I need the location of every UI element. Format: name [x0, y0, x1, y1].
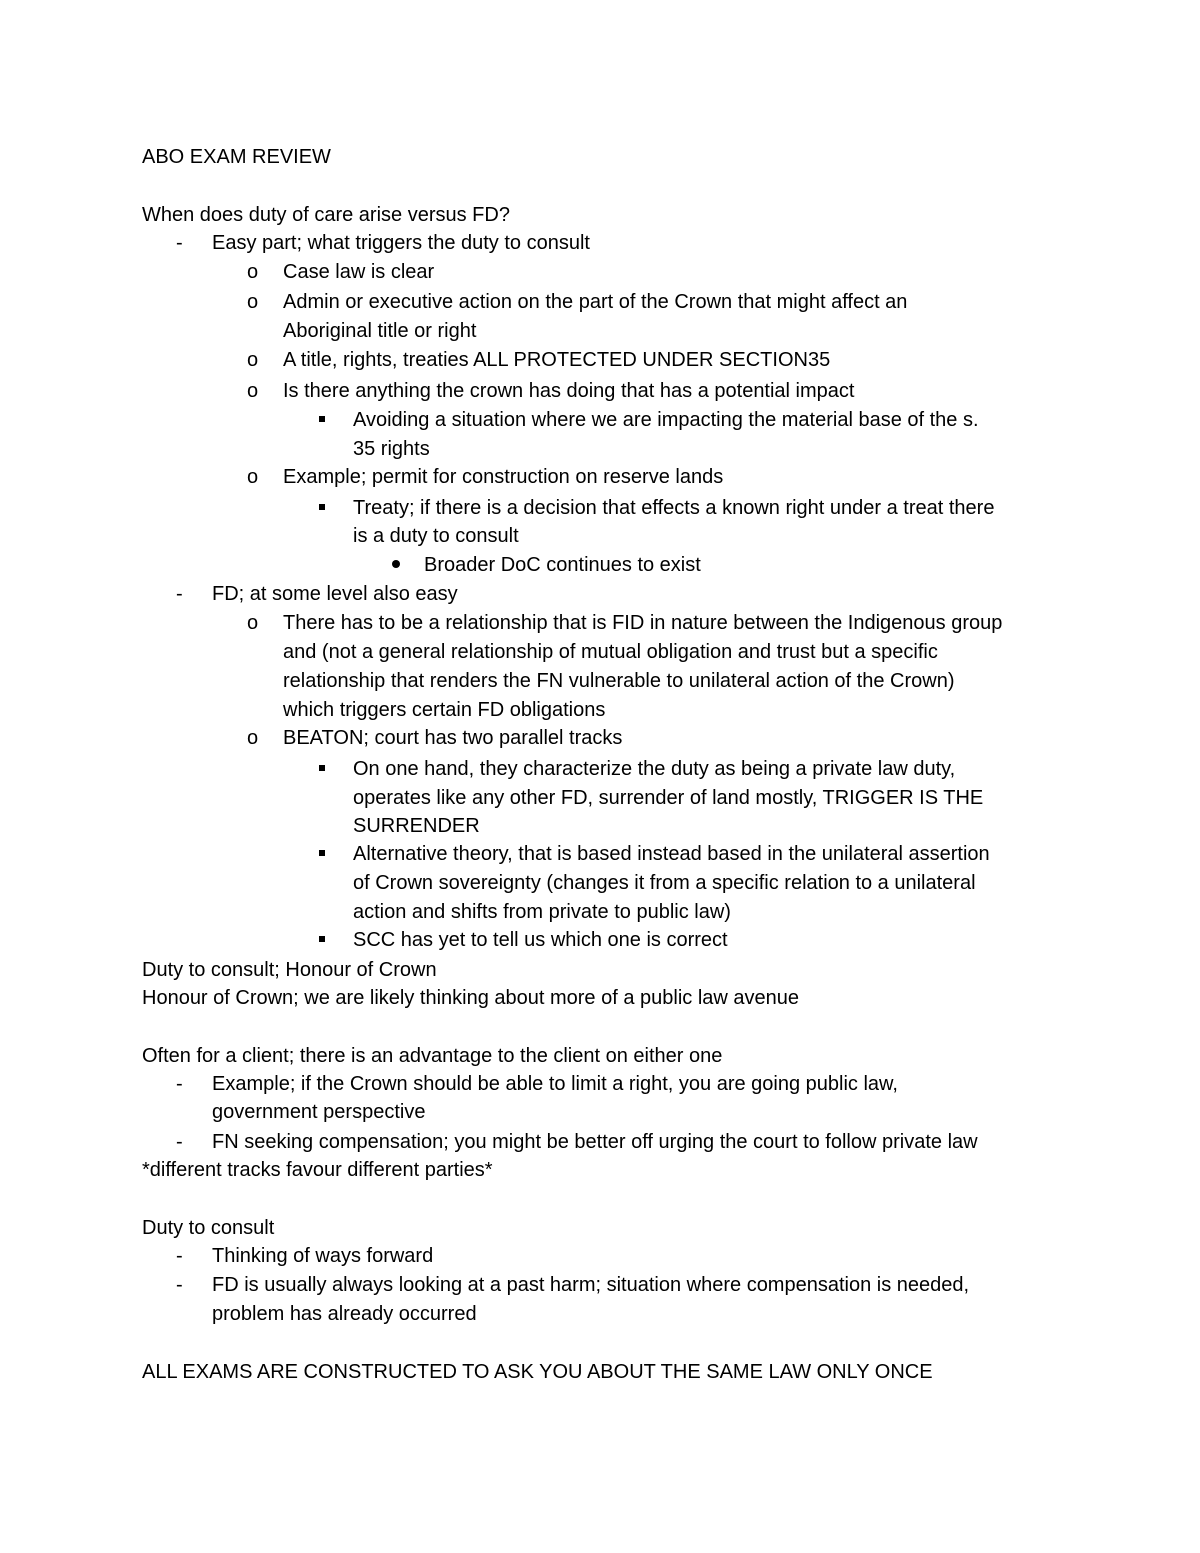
dash-bullet: -: [176, 1245, 183, 1267]
circle-bullet: o: [247, 380, 259, 402]
list-item-line: 35 rights: [353, 438, 430, 460]
paragraph: *different tracks favour different parties*: [142, 1159, 493, 1181]
dash-bullet: -: [176, 583, 183, 605]
list-item: Is there anything the crown has doing that has a potential impact: [283, 380, 855, 402]
list-item: Case law is clear: [283, 261, 435, 283]
list-item-line: problem has already occurred: [212, 1303, 477, 1325]
dash-bullet: -: [176, 1274, 183, 1296]
list-item-line: is a duty to consult: [353, 525, 519, 547]
paragraph: Honour of Crown; we are likely thinking about more of a public law avenue: [142, 987, 800, 1009]
list-item: FD; at some level also easy: [212, 583, 458, 605]
list-item-line: Alternative theory, that is based instead based in the unilateral assertion: [353, 843, 990, 865]
list-item: BEATON; court has two parallel tracks: [283, 727, 623, 749]
list-item-line: action and shifts from private to public law): [353, 901, 731, 923]
list-item-line: SURRENDER: [353, 815, 480, 837]
list-item: FN seeking compensation; you might be better off urging the court to follow private law: [212, 1131, 978, 1153]
circle-bullet: o: [247, 261, 259, 283]
circle-bullet: o: [247, 349, 259, 371]
list-item-line: Treaty; if there is a decision that effects a known right under a treat there: [353, 497, 995, 519]
list-item-line: Admin or executive action on the part of the Crown that might affect an: [283, 291, 908, 313]
square-bullet: [319, 504, 325, 510]
list-item-line: operates like any other FD, surrender of land mostly, TRIGGER IS THE: [353, 787, 984, 809]
list-item-line: On one hand, they characterize the duty as being a private law duty,: [353, 758, 956, 780]
square-bullet: [319, 936, 325, 942]
list-item-line: and (not a general relationship of mutual obligation and trust but a specific: [283, 641, 938, 663]
square-bullet: [319, 850, 325, 856]
list-item-line: Example; if the Crown should be able to limit a right, you are going public law,: [212, 1073, 898, 1095]
dash-bullet: -: [176, 232, 183, 254]
circle-bullet: o: [247, 466, 259, 488]
list-item-line: There has to be a relationship that is FID in nature between the Indigenous group: [283, 612, 1003, 634]
paragraph: Often for a client; there is an advantage to the client on either one: [142, 1045, 723, 1067]
circle-bullet: o: [247, 291, 259, 313]
dash-bullet: -: [176, 1073, 183, 1095]
closing-statement: ALL EXAMS ARE CONSTRUCTED TO ASK YOU ABOUT THE SAME LAW ONLY ONCE: [142, 1361, 933, 1383]
list-item: Thinking of ways forward: [212, 1245, 434, 1267]
circle-bullet: o: [247, 612, 259, 634]
list-item-line: of Crown sovereignty (changes it from a specific relation to a unilateral: [353, 872, 976, 894]
list-item-line: FD is usually always looking at a past harm; situation where compensation is needed,: [212, 1274, 970, 1296]
list-item-line: Avoiding a situation where we are impacting the material base of the s.: [353, 409, 979, 431]
round-bullet: [392, 560, 400, 568]
list-item-line: which triggers certain FD obligations: [283, 699, 606, 721]
square-bullet: [319, 765, 325, 771]
dash-bullet: -: [176, 1131, 183, 1153]
paragraph: Duty to consult; Honour of Crown: [142, 959, 437, 981]
paragraph: Duty to consult: [142, 1217, 275, 1239]
circle-bullet: o: [247, 727, 259, 749]
question-heading: When does duty of care arise versus FD?: [142, 204, 510, 226]
list-item: A title, rights, treaties ALL PROTECTED UNDER SECTION35: [283, 349, 831, 371]
list-item: SCC has yet to tell us which one is correct: [353, 929, 728, 951]
square-bullet: [319, 416, 325, 422]
list-item-line: government perspective: [212, 1101, 426, 1123]
list-item: Easy part; what triggers the duty to consult: [212, 232, 590, 254]
list-item: Example; permit for construction on reserve lands: [283, 466, 724, 488]
document-title: ABO EXAM REVIEW: [142, 146, 331, 168]
list-item-line: relationship that renders the FN vulnerable to unilateral action of the Crown): [283, 670, 955, 692]
list-item-line: Aboriginal title or right: [283, 320, 477, 342]
list-item: Broader DoC continues to exist: [424, 554, 701, 576]
